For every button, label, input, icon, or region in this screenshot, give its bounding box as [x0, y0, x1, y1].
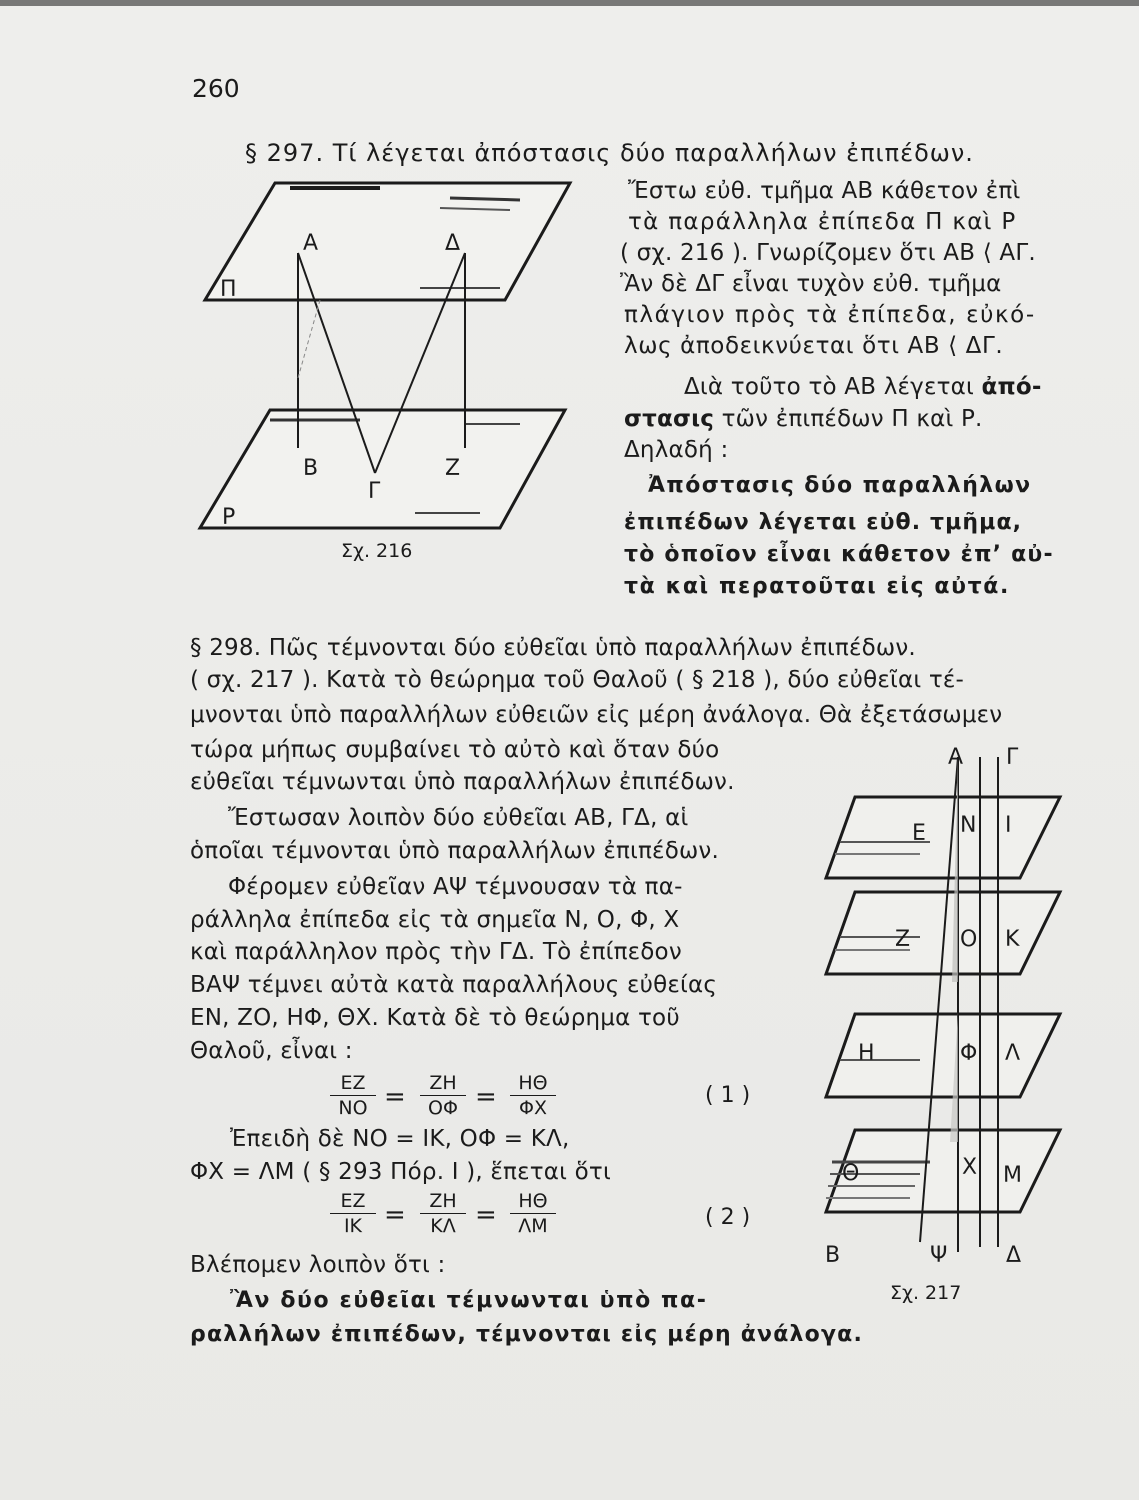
s297-bold-term-end: στασις	[624, 406, 715, 432]
s297-bold-term-start: ἀπό-	[981, 374, 1042, 400]
plane-217-1	[826, 797, 1060, 878]
scan-top-edge	[0, 0, 1139, 6]
fig217-label-h: Η	[858, 1041, 875, 1066]
s297-line-8	[624, 404, 983, 434]
figure-216	[170, 178, 590, 538]
s297-line-3: ( σχ. 216 ). Γνωρίζομεν ὅτι ΑΒ ⟨ ΑΓ.	[620, 240, 1036, 266]
eq2-equals-2: =	[475, 1200, 497, 1230]
s297-line-9: Δηλαδή :	[624, 437, 729, 463]
eq1-f3-num: ΗΘ	[510, 1072, 556, 1096]
s298-line-3: τώρα μήπως συμβαίνει τὸ αὐτὸ καὶ ὅταν δύο	[190, 737, 720, 763]
s297-line-4: Ἂν δὲ ΔΓ εἶναι τυχὸν εὐθ. τμῆμα	[620, 271, 1002, 297]
fig217-label-l: Λ	[1005, 1041, 1021, 1066]
fig217-label-b: Β	[825, 1243, 841, 1268]
definition-line-1: Ἀπόστασις δύο παραλλήλων	[648, 473, 1032, 498]
fig217-label-o: Ο	[960, 927, 978, 952]
s298-line-10: ΒΑΨ τέμνει αὐτὰ κατὰ παραλλήλους εὐθείας	[190, 972, 718, 998]
fig217-label-ps: Ψ	[930, 1243, 948, 1268]
s298-line-9: καὶ παράλληλον πρὸς τὴν ΓΔ. Τὸ ἐπίπεδον	[190, 939, 682, 965]
fig217-label-i: Ι	[1005, 813, 1012, 838]
plane-rho	[200, 410, 565, 528]
eq2-frac-1	[330, 1190, 376, 1237]
section-298-heading: § 298. Πῶς τέμνονται δύο εὐθεῖαι ὑπὸ παραλλήλων ἐπιπέδων.	[190, 635, 916, 661]
plane-pi	[205, 183, 570, 300]
eq1-f2-den: ΟΦ	[428, 1097, 458, 1119]
s298-line-2: μνονται ὑπὸ παραλλήλων εὐθειῶν εἰς μέρη ἀνάλογα. Θὰ ἐξετάσωμεν	[190, 702, 1003, 728]
figure-216-caption: Σχ. 216	[341, 540, 413, 562]
fig217-label-x: Χ	[962, 1155, 978, 1180]
eq2-equals-1: =	[384, 1200, 406, 1230]
s298-line-1: ( σχ. 217 ). Κατὰ τὸ θεώρημα τοῦ Θαλοῦ ( § 218 ), δύο εὐθεῖαι τέ-	[190, 667, 965, 693]
s297-line-7-text: Διὰ τοῦτο τὸ ΑΒ λέγεται	[684, 374, 974, 400]
eq2-frac-2	[420, 1190, 466, 1237]
eq2-f3-den: ΛΜ	[518, 1215, 548, 1237]
eq1-equals-2: =	[475, 1082, 497, 1112]
eq2-f1-den: ΙΚ	[343, 1215, 363, 1237]
s297-line-6: λως ἀποδεικνύεται ὅτι ΑΒ ⟨ ΔΓ.	[624, 333, 1004, 359]
fig216-label-z: Ζ	[445, 456, 461, 481]
s297-line-5: πλάγιον πρὸς τὰ ἐπίπεδα, εὐκό-	[624, 302, 1036, 328]
definition-line-3: τὸ ὁποῖον εἶναι κάθετον ἐπ’ αὐ-	[624, 542, 1054, 567]
section-297-heading: § 297. Τί λέγεται ἀπόστασις δύο παραλλήλων ἐπιπέδων.	[245, 139, 974, 167]
fig217-label-z: Ζ	[895, 927, 911, 952]
figure-217-caption: Σχ. 217	[890, 1282, 962, 1304]
s298-line-13: Ἐπειδὴ δὲ ΝΟ = ΙΚ, ΟΦ = ΚΛ,	[230, 1126, 570, 1152]
eq1-number: ( 1 )	[705, 1083, 751, 1108]
s298-line-15: Βλέπομεν λοιπὸν ὅτι :	[190, 1252, 446, 1278]
fig216-label-b: Β	[303, 456, 319, 481]
s297-line-2: τὰ παράλληλα ἐπίπεδα Π καὶ Ρ	[628, 209, 1017, 235]
fig217-label-g: Γ	[1006, 745, 1019, 770]
eq1-frac-2	[420, 1072, 466, 1119]
conclusion-line-1: Ἂν δύο εὐθεῖαι τέμνωνται ὑπὸ πα-	[230, 1288, 708, 1313]
s297-line-8-text: τῶν ἐπιπέδων Π καὶ Ρ.	[721, 406, 983, 432]
s297-line-7	[684, 372, 1042, 402]
fig217-label-th: Θ	[842, 1161, 860, 1186]
s298-line-6: ὁποῖαι τέμνονται ὑπὸ παραλλήλων ἐπιπέδων.	[190, 838, 719, 864]
fig217-label-f: Φ	[960, 1041, 978, 1066]
fig216-label-pi: Π	[220, 277, 237, 302]
eq2-number: ( 2 )	[705, 1205, 751, 1230]
definition-line-4: τὰ καὶ περατοῦται εἰς αὐτά.	[624, 574, 1010, 599]
fig216-label-d: Δ	[445, 231, 461, 256]
eq2-f1-num: ΕΖ	[330, 1190, 376, 1214]
fig217-label-n: Ν	[960, 813, 977, 838]
eq1-f3-den: ΦΧ	[519, 1097, 547, 1119]
definition-line-2: ἐπιπέδων λέγεται εὐθ. τμῆμα,	[624, 510, 1023, 535]
plane-217-4	[826, 1130, 1060, 1212]
eq2-f2-den: ΚΛ	[430, 1215, 456, 1237]
fig216-label-rho: Ρ	[222, 505, 236, 530]
s298-line-5: Ἔστωσαν λοιπὸν δύο εὐθεῖαι ΑΒ, ΓΔ, αἱ	[228, 805, 689, 831]
s298-line-14: ΦΧ = ΛΜ ( § 293 Πόρ. Ι ), ἕπεται ὅτι	[190, 1159, 611, 1185]
eq2-f3-num: ΗΘ	[510, 1190, 556, 1214]
s297-line-1: Ἔστω εὐθ. τμῆμα ΑΒ κάθετον ἐπὶ	[628, 178, 1021, 204]
fig217-label-d: Δ	[1006, 1243, 1022, 1268]
fig217-label-a: Α	[948, 745, 964, 770]
plane-217-2	[826, 892, 1060, 974]
eq1-frac-1	[330, 1072, 376, 1119]
fig217-label-e: Ε	[912, 821, 926, 846]
eq1-f1-den: ΝΟ	[338, 1097, 368, 1119]
eq1-f1-num: ΕΖ	[330, 1072, 376, 1096]
s298-line-12: Θαλοῦ, εἶναι :	[190, 1038, 353, 1064]
page-number: 260	[192, 74, 240, 103]
eq1-f2-num: ΖΗ	[420, 1072, 466, 1096]
figure-217	[820, 742, 1070, 1282]
eq1-equals-1: =	[384, 1082, 406, 1112]
eq2-f2-num: ΖΗ	[420, 1190, 466, 1214]
eq2-frac-3	[510, 1190, 556, 1237]
s298-line-7: Φέρομεν εὐθεῖαν ΑΨ τέμνουσαν τὰ πα-	[228, 874, 683, 900]
eq1-frac-3	[510, 1072, 556, 1119]
fig216-label-a: Α	[303, 231, 319, 256]
s298-line-8: ράλληλα ἐπίπεδα εἰς τὰ σημεῖα Ν, Ο, Φ, Χ	[190, 907, 680, 933]
fig216-label-g: Γ	[368, 479, 381, 504]
s298-line-11: ΕΝ, ΖΟ, ΗΦ, ΘΧ. Κατὰ δὲ τὸ θεώρημα τοῦ	[190, 1005, 680, 1031]
s298-line-4: εὐθεῖαι τέμνωνται ὑπὸ παραλλήλων ἐπιπέδων.	[190, 769, 735, 795]
fig217-label-m: Μ	[1003, 1163, 1022, 1188]
fig217-label-k: Κ	[1005, 927, 1020, 952]
conclusion-line-2: ραλλήλων ἐπιπέδων, τέμνονται εἰς μέρη ἀνάλογα.	[190, 1322, 864, 1347]
